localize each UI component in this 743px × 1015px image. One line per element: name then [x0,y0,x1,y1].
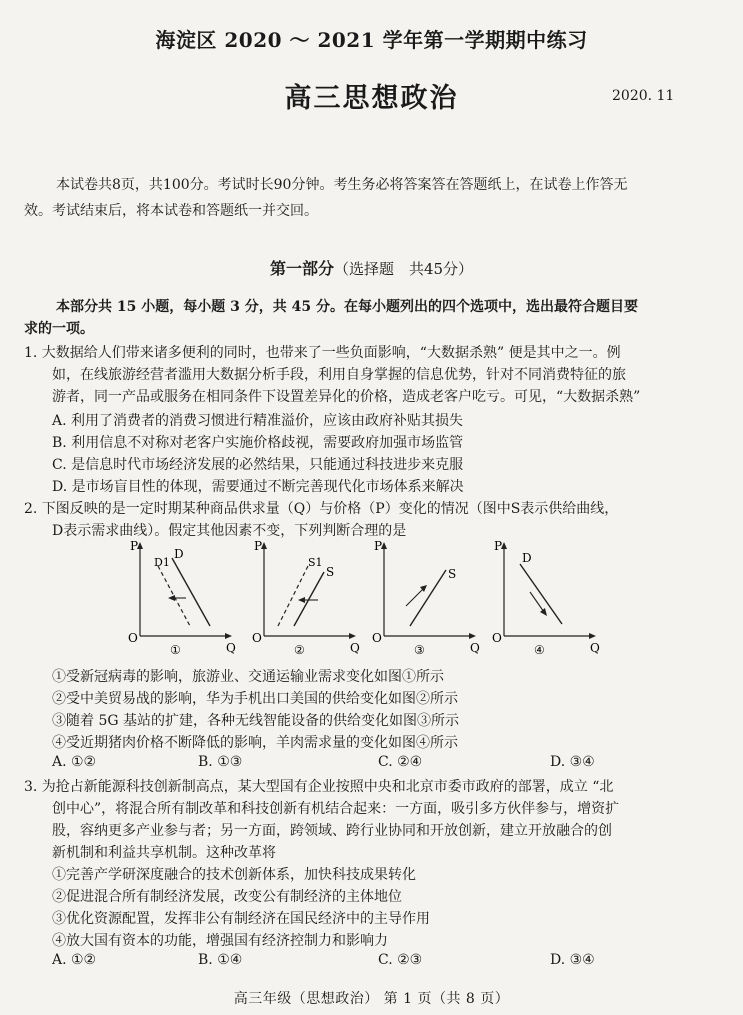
q2-choice-c: C. ②④ [378,754,423,770]
q2-statement-3: ③随着 5G 基站的扩建，各种无线智能设备的供给变化如图③所示 [52,713,459,729]
intro-line-2: 效。考试结束后，将本试卷和答题纸一并交回。 [24,203,318,219]
graph-3-q-label: Q [470,641,480,655]
graph-1-p-label: P [130,539,139,553]
q2-choice-b: B. ①③ [198,754,243,770]
q1-option-b: B. 利用信息不对称对老客户实施价格歧视，需要政府加强市场监管 [52,435,464,451]
q2-statement-1: ①受新冠病毒的影响，旅游业、交通运输业需求变化如图①所示 [52,669,444,685]
graph-2-origin: O [252,631,262,645]
part-one-instructions-1: 本部分共 15 小题，每小题 3 分，共 45 分。在每小题列出的四个选项中，选出最符合题目要 [56,299,638,315]
q2-choice-d: D. ③④ [550,754,595,770]
part-one-instructions-2: 求的一项。 [24,321,94,337]
q1-stem-line-1: 1. 大数据给人们带来诸多便利的同时，也带来了一些负面影响，“大数据杀熟” 便是其中之一。例 [24,345,621,361]
q3-stem-line-1: 3. 为抢占新能源科技创新制高点，某大型国有企业按照中央和北京市委市政府的部署，成立 “北 [24,779,614,795]
graph-4-origin: O [492,631,502,645]
subject-title: 高三思想政治 [284,83,459,114]
q1-option-d: D. 是市场盲目性的体现，需要通过不断完善现代化市场体系来解决 [52,479,464,495]
graph-1-label: ① [170,643,181,657]
q3-statement-2: ②促进混合所有制经济发展，改变公有制经济的主体地位 [52,889,402,905]
graph-4-label: ④ [534,643,545,657]
graph-2-curve-s1: S1 [308,556,323,569]
q3-statement-3: ③优化资源配置，发挥非公有制经济在国民经济中的主导作用 [52,911,430,927]
q3-stem-line-4: 新机制和利益共享机制。这种改革将 [52,845,276,861]
graph-3 [362,536,482,666]
graph-1-q-label: Q [226,641,236,655]
page-footer: 高三年级（思想政治） 第 1 页（共 8 页） [233,991,510,1007]
graph-1 [118,536,238,666]
graph-3-p-label: P [374,539,383,553]
q3-statement-4: ④放大国有资本的功能，增强国有经济控制力和影响力 [52,933,388,949]
graph-4-q-label: Q [590,641,600,655]
intro-line-1: 本试卷共8页，共100分。考试时长90分钟。考生务必将答案答在答题纸上，在试卷上作答无 [56,177,628,193]
q2-stem-line-1: 2. 下图反映的是一定时期某种商品供求量（Q）与价格（P）变化的情况（图中S表示供给曲线， [24,501,619,517]
q3-choice-c: C. ②③ [378,952,423,968]
graph-4-p-label: P [494,539,503,553]
part-one-heading [0,256,743,279]
q1-option-a: A. 利用了消费者的消费习惯进行精准溢价，应该由政府补贴其损失 [52,413,464,429]
graph-1-origin: O [128,631,138,645]
q2-choice-a: A. ①② [52,754,97,770]
q2-statement-4: ④受近期猪肉价格不断降低的影响，羊肉需求量的变化如图④所示 [52,735,458,751]
q3-statement-1: ①完善产学研深度融合的技术创新体系，加快科技成果转化 [52,867,416,883]
q3-choice-b: B. ①④ [198,952,243,968]
graph-2-label: ② [294,643,305,657]
graph-2-curve-s: S [326,565,335,579]
part-one-subtitle: （选择题 共45分） [333,260,474,278]
q2-stem-line-2: D表示需求曲线）。假定其他因素不变，下列判断合理的是 [52,523,407,539]
q1-option-c: C. 是信息时代市场经济发展的必然结果，只能通过科技进步来克服 [52,457,464,473]
graph-2 [242,536,362,666]
q2-statement-2: ②受中美贸易战的影响，华为手机出口美国的供给变化如图②所示 [52,691,458,707]
graph-2-p-label: P [254,539,263,553]
graph-1-curve-d: D [174,547,184,561]
q3-choice-d: D. ③④ [550,952,595,968]
q3-stem-line-3: 股，容纳更多产业参与者；另一方面，跨领域、跨行业协同和开放创新，建立开放融合的创 [52,823,612,839]
graph-2-q-label: Q [350,641,360,655]
q3-choice-a: A. ①② [52,952,97,968]
graph-3-curve-s: S [448,567,457,581]
graph-1-curve-d1: D1 [154,556,170,569]
exam-title: 海淀区 2020 ～ 2021 学年第一学期期中练习 [155,28,588,52]
q1-stem-line-2: 如，在线旅游经营者滥用大数据分析手段，利用自身掌握的信息优势，针对不同消费特征的旅 [52,367,626,383]
graph-4-curve-d: D [522,551,532,565]
part-one-title: 第一部分 [269,259,334,278]
graph-4 [482,536,602,666]
graph-3-origin: O [372,631,382,645]
q3-stem-line-2: 创中心”，将混合所有制改革和科技创新有机结合起来：一方面，吸引多方伙伴参与，增资扩 [52,801,620,817]
exam-date: 2020. 11 [612,88,675,104]
q2-graphs [118,536,598,666]
q1-stem-line-3: 游者，同一产品或服务在相同条件下设置差异化的价格，造成老客户吃亏。可见，“大数据杀熟” [52,389,641,405]
graph-3-label: ③ [414,643,425,657]
